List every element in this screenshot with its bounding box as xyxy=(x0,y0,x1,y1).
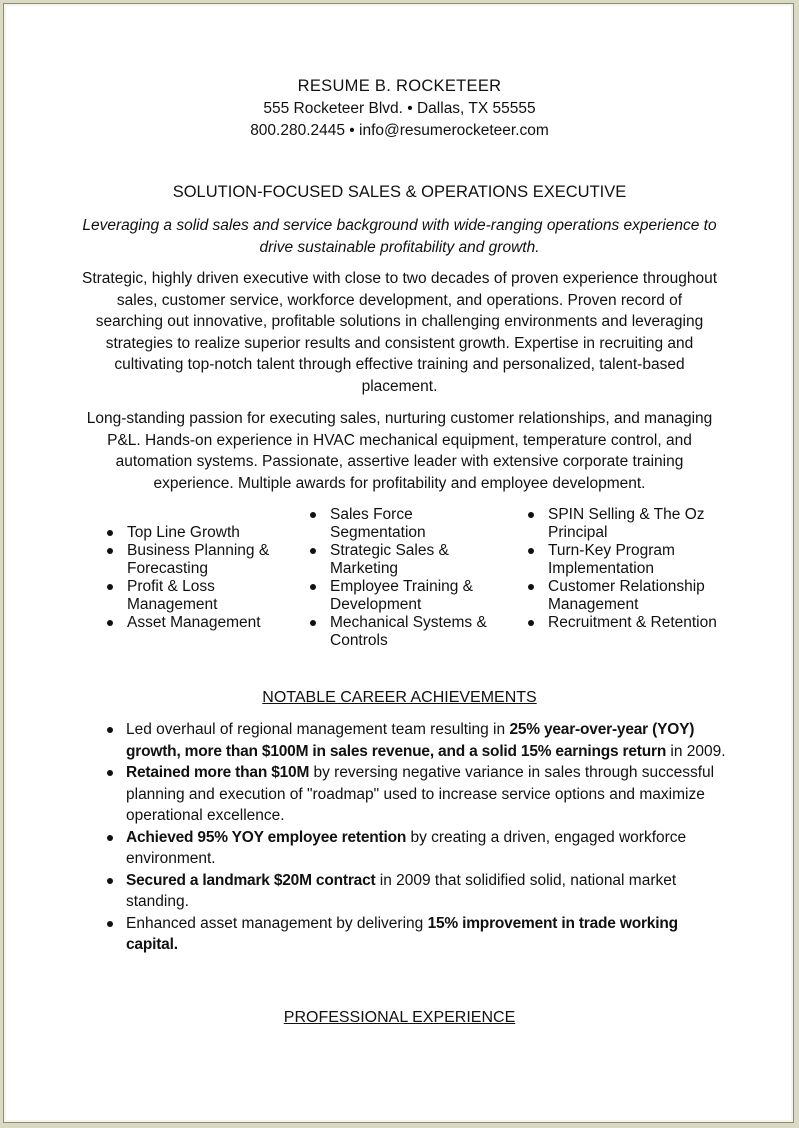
skill-item: Business Planning & Forecasting xyxy=(107,542,287,578)
achievement-highlight: Retained more than $10M xyxy=(126,764,310,781)
summary-paragraph-2: Long-standing passion for executing sales, nurturing customer relationships, and managing P&L. Hands-on experience in HVAC mechanical equipment, temperature control, and automation systems. Passionate, assertive leader with extensive corporate training experience. Multiple awards for profitability and employee development. xyxy=(86,410,713,492)
candidate-name: RESUME B. ROCKETEER xyxy=(297,77,502,95)
experience-heading: PROFESSIONAL EXPERIENCE xyxy=(283,1009,516,1026)
skill-item: SPIN Selling & The Oz Principal xyxy=(528,506,728,542)
achievement-text: by creating a driven, engaged workforce environment. xyxy=(126,828,687,867)
skill-item: Mechanical Systems & Controls xyxy=(310,614,510,650)
skill-item: Recruitment & Retention xyxy=(528,614,728,632)
skill-item: Asset Management xyxy=(107,614,287,632)
tagline: Leveraging a solid sales and service background with wide-ranging operations experience to drive sustainable profitability and growth. xyxy=(82,217,717,256)
achievement-highlight: Secured a landmark $20M contract xyxy=(126,871,376,889)
address-line: 555 Rocketeer Blvd. • Dallas, TX 55555 xyxy=(263,100,536,117)
skills-column-3 xyxy=(528,506,728,632)
achievement-text: Led overhaul of regional management team resulting in xyxy=(126,721,510,738)
achievement-highlight: 25% year-over-year (YOY) growth, more than $100M in sales revenue, and a solid 15% earnings return xyxy=(126,721,695,760)
skill-item: Sales Force Segmentation xyxy=(310,506,510,542)
skill-item: Strategic Sales & Marketing xyxy=(310,542,510,578)
achievement-item xyxy=(107,827,727,870)
achievement-text: in 2009. xyxy=(666,742,726,760)
summary-paragraph-1: Strategic, highly driven executive with close to two decades of proven experience throughout sales, customer service, workforce development, and operations. Proven record of searching out innovative, profitable solutions in challenging environments and leveraging strategies to realize superior results and consistent growth. Expertise in recruiting and cultivating top-notch talent through effective training and personalized, talent-based placement. xyxy=(82,270,718,395)
achievements-list xyxy=(107,719,727,956)
contact-line: 800.280.2445 • info@resumerocketeer.com xyxy=(250,122,549,139)
skills-column-1 xyxy=(107,524,287,632)
achievement-item xyxy=(107,719,727,762)
skill-item: Top Line Growth xyxy=(107,524,287,542)
skill-item: Employee Training & Development xyxy=(310,578,510,614)
skill-item: Customer Relationship Management xyxy=(528,578,728,614)
achievement-item xyxy=(107,913,727,956)
skills-column-2 xyxy=(310,506,510,650)
achievement-text: in 2009 that solidified solid, national market standing. xyxy=(126,871,677,910)
achievement-highlight: 15% improvement in trade working capital. xyxy=(126,914,678,953)
achievement-highlight: Achieved 95% YOY employee retention xyxy=(126,828,407,846)
skill-item: Profit & Loss Management xyxy=(107,578,287,614)
headline: SOLUTION-FOCUSED SALES & OPERATIONS EXECUTIVE xyxy=(172,183,627,201)
achievement-item xyxy=(107,870,727,913)
skill-item: Turn-Key Program Implementation xyxy=(528,542,728,578)
achievement-item xyxy=(107,762,727,827)
achievement-text: Enhanced asset management by delivering xyxy=(126,914,428,932)
achievement-text: by reversing negative variance in sales through successful planning and execution of "roadmap" used to increase service options and maximize operational excellence. xyxy=(126,764,715,824)
achievements-heading: NOTABLE CAREER ACHIEVEMENTS xyxy=(262,689,537,706)
